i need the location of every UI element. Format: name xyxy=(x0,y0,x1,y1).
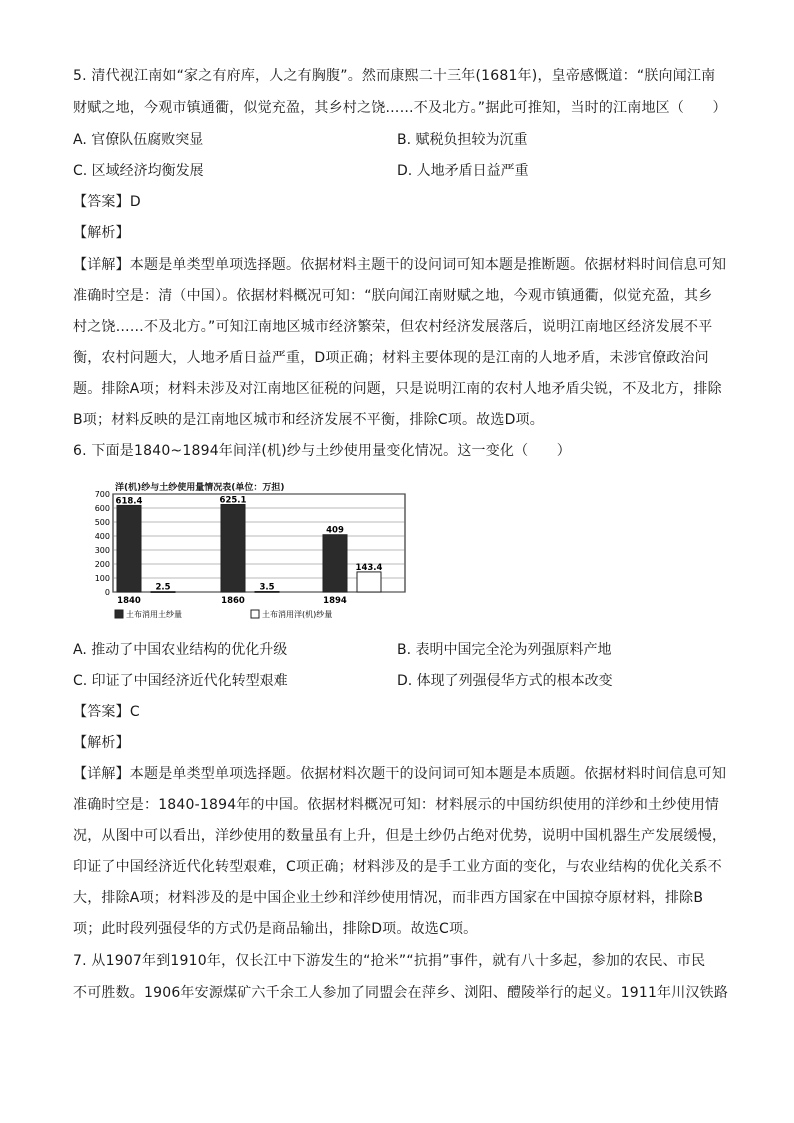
q5-detail-line-3: 村之饶……不及北方。”可知江南地区城市经济繁荣，但农村经济发展落后，说明江南地区经济发展不平 xyxy=(73,319,713,335)
chart-x-tick-label: 1840 xyxy=(117,596,141,606)
chart-title: 洋(机)纱与土纱使用量情况表(单位：万担) xyxy=(115,483,285,493)
q6-option-b: B. 表明中国完全沦为列强原料产地 xyxy=(397,642,612,658)
chart-value-label: 143.4 xyxy=(355,562,383,573)
q5-option-c: C. 区域经济均衡发展 xyxy=(73,163,204,179)
q6-answer-label: 【答案】 xyxy=(73,704,130,720)
q7-stem-line-1: 7. 从1907年到1910年，仅长江中下游发生的“抢米”“抗捐”事件，就有八十多起，参加的农民、市民 xyxy=(73,953,706,969)
q5-detail-line-6: B项；材料反映的是江南地区城市和经济发展不平衡，排除C项。故选D项。 xyxy=(73,412,544,428)
chart-y-tick-label: 200 xyxy=(94,560,110,569)
q6-detail-line-1: 【详解】本题是单类型单项选择题。依据材料次题干的设问词可知本题是本质题。依据材料时间信息可知 xyxy=(73,766,727,782)
q5-answer xyxy=(73,192,141,212)
q6-option-c: C. 印证了中国经济近代化转型艰难 xyxy=(73,673,288,689)
chart-bar xyxy=(117,505,141,592)
q6-detail-line-5: 大，排除A项；材料涉及的是中国企业土纱和洋纱使用情况，而非西方国家在中国掠夺原材料，排除B xyxy=(73,890,704,906)
q7-stem-line-2: 不可胜数。1906年安源煤矿六千余工人参加了同盟会在萍乡、浏阳、醴陵举行的起义。1911年川汉铁路 xyxy=(73,985,729,1001)
legend-label-machine-yarn: 土布消用洋(机)纱量 xyxy=(262,610,333,619)
chart-x-tick-label: 1860 xyxy=(221,596,245,606)
legend-label-native-yarn: 土布消用土纱量 xyxy=(126,610,182,619)
q5-answer-label: 【答案】 xyxy=(73,194,130,210)
chart-y-tick-label: 0 xyxy=(104,588,110,597)
chart-y-tick-label: 100 xyxy=(94,574,110,583)
q5-option-d: D. 人地矛盾日益严重 xyxy=(397,163,529,179)
q5-answer-value: D xyxy=(129,194,141,210)
q5-detail-line-4: 衡，农村问题大，人地矛盾日益严重，D项正确；材料主要体现的是江南的人地矛盾，未涉官僚政治问 xyxy=(73,350,709,366)
chart-legend xyxy=(115,609,332,619)
legend-swatch-machine-yarn xyxy=(251,610,259,618)
q5-stem-line-1: 5. 清代视江南如“家之有府库，人之有胸腹”。然而康熙二十三年(1681年)，皇帝感慨道：“朕向闻江南 xyxy=(73,68,716,84)
chart-value-label: 618.4 xyxy=(115,496,143,507)
chart-y-tick-label: 600 xyxy=(94,504,110,513)
q5-option-b: B. 赋税负担较为沉重 xyxy=(397,132,528,148)
q5-detail-line-5: 题。排除A项；材料未涉及对江南地区征税的问题，只是说明江南的农村人地矛盾尖锐，不及北方，排除 xyxy=(73,381,722,397)
legend-swatch-native-yarn xyxy=(115,610,123,618)
q5-analysis-label: 【解析】 xyxy=(73,225,130,241)
q6-detail-line-3: 况，从图中可以看出，洋纱使用的数量虽有上升，但是土纱仍占绝对优势，说明中国机器生产发展缓慢， xyxy=(73,828,727,844)
chart-x-tick-label: 1894 xyxy=(323,596,347,606)
q6-detail-line-2: 准确时空是：1840-1894年的中国。依据材料概况可知：材料展示的中国纺织使用的洋纱和土纱使用情 xyxy=(73,797,720,813)
q5-detail-line-2: 准确时空是：清（中国）。依据材料概况可知：“朕向闻江南财赋之地，今观市镇通衢，似觉充盈，其乡 xyxy=(73,288,713,304)
q6-option-a: A. 推动了中国农业结构的优化升级 xyxy=(73,642,288,658)
q6-answer-value: C xyxy=(129,704,140,720)
q5-stem-line-2: 财赋之地，今观市镇通衢，似觉充盈，其乡村之饶……不及北方。”据此可推知，当时的江南地区（ ） xyxy=(73,100,727,116)
chart-y-tick-label: 400 xyxy=(94,532,110,541)
q6-stem: 6. 下面是1840~1894年间洋(机)纱与土纱使用量变化情况。这一变化（ ） xyxy=(73,443,571,459)
chart-value-label: 2.5 xyxy=(155,582,171,593)
q6-chart-svg xyxy=(73,480,408,625)
chart-y-tick-label: 500 xyxy=(94,518,110,527)
chart-value-label: 409 xyxy=(326,525,344,536)
chart-bar xyxy=(323,535,347,592)
chart-y-tick-label: 700 xyxy=(94,490,110,499)
chart-y-tick-label: 300 xyxy=(94,546,110,555)
chart-bar xyxy=(221,504,245,592)
chart-value-label: 3.5 xyxy=(259,582,275,593)
chart-bar xyxy=(357,572,381,592)
q6-option-d: D. 体现了列强侵华方式的根本改变 xyxy=(397,673,613,689)
q6-detail-line-6: 项；此时段列强侵华的方式仍是商品输出，排除D项。故选C项。 xyxy=(73,921,478,937)
chart-value-label: 625.1 xyxy=(219,495,247,506)
q5-option-a: A. 官僚队伍腐败突显 xyxy=(73,132,204,148)
q6-answer xyxy=(73,702,140,722)
q6-detail-line-4: 印证了中国经济近代化转型艰难，C项正确；材料涉及的是手工业方面的变化，与农业结构的优化关系不 xyxy=(73,859,722,875)
q6-analysis-label: 【解析】 xyxy=(73,735,130,751)
q5-detail-line-1: 【详解】本题是单类型单项选择题。依据材料主题干的设问词可知本题是推断题。依据材料时间信息可知 xyxy=(73,257,727,273)
q6-bar-chart xyxy=(73,480,408,625)
